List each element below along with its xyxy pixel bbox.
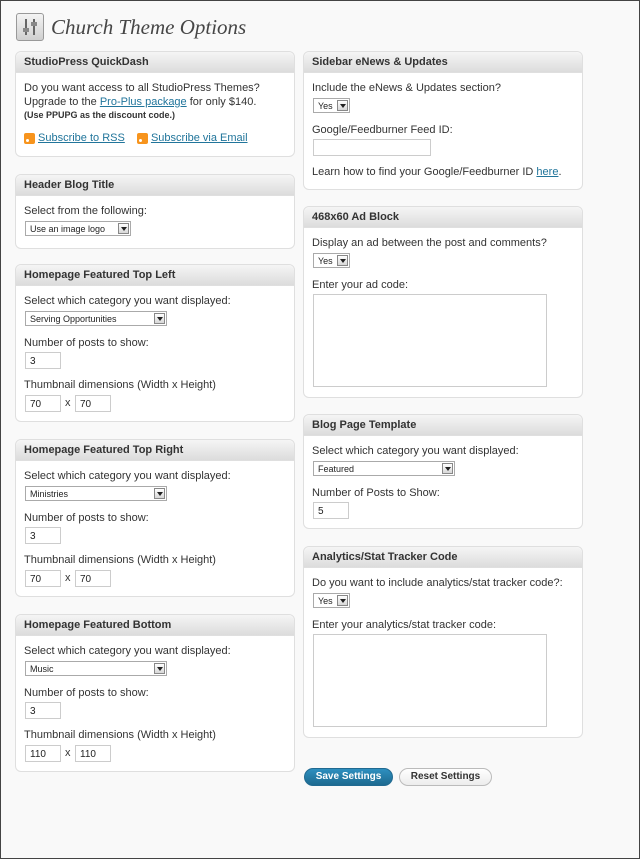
analytics-code-label: Enter your analytics/stat tracker code:	[312, 619, 497, 631]
chevron-down-icon	[154, 663, 165, 674]
rss-icon	[24, 133, 35, 144]
learn-post: .	[558, 166, 562, 178]
blog-category-select[interactable]	[313, 461, 455, 476]
thumb-label: Thumbnail dimensions (Width x Height)	[24, 554, 216, 566]
header-blog-title-box	[15, 174, 295, 249]
chevron-down-icon	[337, 100, 348, 111]
chevron-down-icon	[154, 313, 165, 324]
select-value: Featured	[318, 464, 355, 474]
times-sign: x	[65, 397, 71, 409]
subscribe-row	[24, 132, 248, 144]
quickdash-line1: Do you want access to all StudioPress Themes?	[24, 82, 260, 94]
settings-tools-icon	[16, 13, 44, 41]
page-title: Church Theme Options	[51, 14, 247, 39]
select-value: Ministries	[30, 489, 69, 499]
box-title: StudioPress QuickDash	[16, 52, 294, 73]
learn-here-link[interactable]: here	[536, 166, 559, 178]
featured-top-right-box	[15, 439, 295, 597]
enews-box	[303, 51, 583, 190]
enews-include-select[interactable]	[313, 98, 350, 113]
select-value: Yes	[318, 256, 333, 266]
analytics-box	[303, 546, 583, 738]
pro-plus-link[interactable]: Pro-Plus package	[99, 96, 187, 108]
learn-pre: Learn how to find your Google/Feedburner ID	[312, 166, 537, 178]
quickdash-line2-post: for only $140.	[186, 96, 257, 108]
reset-settings-button[interactable]: Reset Settings	[399, 768, 492, 786]
posts-label: Number of posts to show:	[24, 512, 149, 524]
posts-label: Number of posts to show:	[24, 687, 149, 699]
ad-block-box	[303, 206, 583, 398]
select-value: Serving Opportunities	[30, 314, 117, 324]
category-label: Select which category you want displayed:	[24, 645, 231, 657]
top-left-category-select[interactable]	[25, 311, 167, 326]
thumb-label: Thumbnail dimensions (Width x Height)	[24, 379, 216, 391]
featured-bottom-box	[15, 614, 295, 772]
category-label: Select which category you want displayed:	[24, 470, 231, 482]
rss-email-icon	[137, 133, 148, 144]
select-value: Use an image logo	[30, 224, 106, 234]
box-title: Homepage Featured Top Right	[16, 440, 294, 461]
enews-include-label: Include the eNews & Updates section?	[312, 82, 501, 94]
header-logo-select[interactable]	[25, 221, 131, 236]
box-title: 468x60 Ad Block	[304, 207, 582, 228]
box-title: Blog Page Template	[304, 415, 582, 436]
top-right-category-select[interactable]	[25, 486, 167, 501]
thumb-label: Thumbnail dimensions (Width x Height)	[24, 729, 216, 741]
posts-label: Number of posts to show:	[24, 337, 149, 349]
quickdash-line2-pre: Upgrade to the	[24, 96, 100, 108]
chevron-down-icon	[337, 595, 348, 606]
times-sign: x	[65, 572, 71, 584]
quickdash-line2	[24, 96, 256, 108]
analytics-include-label: Do you want to include analytics/stat tracker code?:	[312, 577, 563, 589]
bottom-category-select[interactable]	[25, 661, 167, 676]
blog-category-label: Select which category you want displayed:	[312, 445, 519, 457]
learn-line	[312, 166, 562, 178]
analytics-code-textarea[interactable]	[313, 634, 547, 727]
bottom-width-input[interactable]: 110	[25, 745, 61, 762]
top-right-width-input[interactable]: 70	[25, 570, 61, 587]
ad-code-textarea[interactable]	[313, 294, 547, 387]
save-settings-button[interactable]: Save Settings	[304, 768, 393, 786]
blog-posts-label: Number of Posts to Show:	[312, 487, 440, 499]
blog-template-box	[303, 414, 583, 529]
chevron-down-icon	[118, 223, 129, 234]
ad-display-label: Display an ad between the post and comments?	[312, 237, 547, 249]
subscribe-email-link[interactable]: Subscribe via Email	[150, 132, 248, 144]
ad-display-select[interactable]	[313, 253, 350, 268]
ad-code-label: Enter your ad code:	[312, 279, 409, 291]
select-value: Yes	[318, 596, 333, 606]
featured-top-left-box	[15, 264, 295, 422]
header-select-label: Select from the following:	[24, 205, 147, 217]
top-right-height-input[interactable]: 70	[75, 570, 111, 587]
blog-posts-input[interactable]: 5	[313, 502, 349, 519]
quickdash-box	[15, 51, 295, 157]
top-left-height-input[interactable]: 70	[75, 395, 111, 412]
analytics-include-select[interactable]	[313, 593, 350, 608]
category-label: Select which category you want displayed:	[24, 295, 231, 307]
chevron-down-icon	[337, 255, 348, 266]
top-right-posts-input[interactable]: 3	[25, 527, 61, 544]
select-value: Yes	[318, 101, 333, 111]
box-title: Sidebar eNews & Updates	[304, 52, 582, 73]
chevron-down-icon	[154, 488, 165, 499]
box-title: Header Blog Title	[16, 175, 294, 196]
bottom-posts-input[interactable]: 3	[25, 702, 61, 719]
select-value: Music	[30, 664, 54, 674]
bottom-height-input[interactable]: 110	[75, 745, 111, 762]
feed-id-input[interactable]	[313, 139, 431, 156]
box-title: Homepage Featured Bottom	[16, 615, 294, 636]
times-sign: x	[65, 747, 71, 759]
subscribe-rss-link[interactable]: Subscribe to RSS	[38, 132, 125, 144]
top-left-posts-input[interactable]: 3	[25, 352, 61, 369]
feed-id-label: Google/Feedburner Feed ID:	[312, 124, 453, 136]
box-title: Analytics/Stat Tracker Code	[304, 547, 582, 568]
page-header	[16, 12, 246, 42]
chevron-down-icon	[442, 463, 453, 474]
discount-note: (Use PPUPG as the discount code.)	[24, 110, 176, 120]
top-left-width-input[interactable]: 70	[25, 395, 61, 412]
box-title: Homepage Featured Top Left	[16, 265, 294, 286]
